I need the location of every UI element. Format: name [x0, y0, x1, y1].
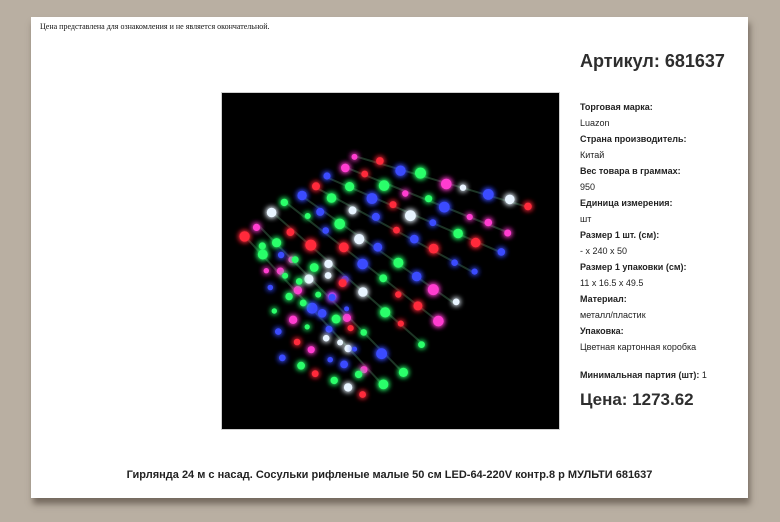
led-light: [348, 325, 354, 331]
led-light: [344, 345, 351, 352]
spec-value: 950: [580, 182, 596, 192]
spec-label: Страна производитель:: [580, 134, 687, 144]
spec-value: Luazon: [580, 118, 610, 128]
led-light: [498, 248, 506, 256]
led-light: [360, 329, 367, 336]
led-light: [264, 268, 269, 273]
led-light: [279, 355, 286, 362]
led-light: [325, 272, 332, 279]
led-light: [410, 235, 419, 244]
spec-label: Вес товара в граммах:: [580, 166, 681, 176]
product-photo: [221, 92, 560, 430]
led-light: [289, 316, 297, 324]
led-light: [292, 256, 299, 263]
led-light: [329, 294, 336, 301]
led-light: [412, 272, 422, 282]
led-light: [331, 377, 338, 384]
led-light: [341, 164, 350, 173]
led-light: [326, 326, 333, 333]
led-light: [429, 219, 436, 226]
led-light: [418, 341, 425, 348]
led-light: [294, 339, 301, 346]
led-light: [323, 335, 330, 342]
led-light: [413, 301, 422, 310]
led-light: [376, 157, 384, 165]
led-light: [441, 179, 452, 190]
led-light: [308, 346, 315, 353]
spec-label: Материал:: [580, 294, 627, 304]
led-light: [361, 171, 368, 178]
led-light: [402, 190, 408, 196]
led-light: [322, 227, 329, 234]
led-light: [372, 213, 380, 221]
led-light: [429, 244, 439, 254]
led-light: [379, 180, 390, 191]
led-light: [460, 185, 466, 191]
led-light: [339, 242, 349, 252]
led-light: [315, 292, 321, 298]
led-light: [505, 195, 515, 205]
spec-row: [580, 259, 745, 291]
led-light: [323, 172, 330, 179]
product-sheet: [31, 17, 748, 498]
led-light: [428, 284, 439, 295]
led-light: [296, 278, 303, 285]
led-light: [425, 195, 432, 202]
led-light: [504, 230, 511, 237]
led-light: [376, 348, 387, 359]
min-order-label: Минимальная партия (шт):: [580, 370, 700, 380]
led-light: [393, 227, 400, 234]
led-light: [379, 274, 387, 282]
led-light: [275, 328, 282, 335]
led-light: [398, 321, 404, 327]
article-number: Артикул: 681637: [580, 51, 725, 71]
led-light: [471, 238, 481, 248]
led-light: [352, 154, 358, 160]
led-light: [297, 191, 306, 200]
led-light: [300, 300, 307, 307]
led-light: [287, 228, 295, 236]
led-light: [307, 303, 318, 314]
led-light: [281, 199, 288, 206]
led-light: [415, 168, 426, 179]
price: Цена: 1273.62: [580, 390, 694, 409]
led-light: [405, 210, 416, 221]
spec-row: [580, 291, 745, 323]
led-light: [324, 260, 332, 268]
led-light: [268, 285, 274, 291]
led-light: [357, 259, 368, 270]
spec-list: [580, 99, 745, 355]
led-light: [305, 324, 310, 329]
spec-label: Единица измерения:: [580, 198, 673, 208]
spec-value: 11 x 16.5 x 49.5: [580, 278, 644, 288]
min-order-value: 1: [701, 370, 707, 380]
spec-row: [580, 131, 745, 163]
led-light: [267, 208, 277, 218]
led-light: [393, 258, 403, 268]
led-light: [453, 229, 463, 239]
spec-label: Размер 1 упаковки (см):: [580, 262, 687, 272]
led-light: [395, 291, 401, 297]
led-light: [344, 306, 349, 311]
led-light: [453, 299, 460, 306]
led-light: [367, 193, 378, 204]
led-light: [343, 314, 351, 322]
led-light: [355, 371, 362, 378]
led-light: [358, 287, 367, 296]
led-light: [472, 269, 478, 275]
led-light: [390, 201, 397, 208]
led-light: [399, 368, 408, 377]
spec-value: Цветная картонная коробка: [580, 342, 697, 352]
led-light: [239, 231, 249, 241]
led-light: [272, 308, 277, 313]
led-light: [395, 166, 405, 176]
spec-row: [580, 163, 745, 195]
led-light: [312, 370, 319, 377]
led-light: [337, 340, 343, 346]
led-light: [340, 361, 348, 369]
led-light: [451, 259, 458, 266]
price-disclaimer: Цена представлена для ознакомления и не является окончательной.: [40, 22, 270, 31]
led-light: [277, 268, 284, 275]
spec-row: [580, 323, 745, 355]
led-light: [327, 193, 337, 203]
led-light: [312, 182, 320, 190]
spec-label: Упаковка:: [580, 326, 624, 336]
spec-value: шт: [580, 214, 592, 224]
led-light: [259, 242, 266, 249]
led-light: [305, 213, 311, 219]
spec-row: [580, 99, 745, 131]
led-light: [282, 273, 288, 279]
led-light: [294, 286, 302, 294]
led-light: [334, 219, 345, 230]
led-light: [304, 274, 313, 283]
minimum-order: [580, 370, 707, 380]
led-light: [316, 208, 324, 216]
led-light: [253, 224, 260, 231]
led-light: [272, 238, 281, 247]
led-icicle-garland-photo: [222, 93, 559, 429]
led-light: [373, 243, 382, 252]
spec-row: [580, 227, 745, 259]
led-light: [359, 391, 366, 398]
spec-row: [580, 195, 745, 227]
led-light: [380, 307, 390, 317]
led-light: [483, 189, 494, 200]
led-light: [327, 357, 333, 363]
led-light: [278, 252, 284, 258]
led-light: [379, 380, 389, 390]
led-light: [354, 234, 364, 244]
spec-label: Торговая марка:: [580, 102, 653, 112]
spec-value: металл/пластик: [580, 310, 646, 320]
spec-label: Размер 1 шт. (см):: [580, 230, 660, 240]
spec-value: - x 240 x 50: [580, 246, 628, 256]
led-light: [524, 203, 532, 211]
led-light: [258, 250, 268, 260]
led-light: [297, 362, 305, 370]
led-light: [467, 214, 473, 220]
product-title: Гирлянда 24 м с насад. Сосульки рифленые малые 50 см LED-64-220V контр.8 р МУЛЬТИ 681637: [126, 469, 653, 481]
spec-value: Китай: [580, 150, 605, 160]
led-light: [485, 219, 493, 227]
led-light: [285, 293, 292, 300]
led-light: [345, 182, 354, 191]
led-light: [310, 263, 319, 272]
led-light: [344, 383, 352, 391]
led-light: [439, 202, 450, 213]
led-light: [318, 309, 327, 318]
led-light: [352, 347, 357, 352]
led-light: [433, 316, 444, 327]
led-light: [332, 315, 341, 324]
led-light: [349, 206, 357, 214]
led-light: [305, 240, 316, 251]
led-light: [339, 279, 347, 287]
